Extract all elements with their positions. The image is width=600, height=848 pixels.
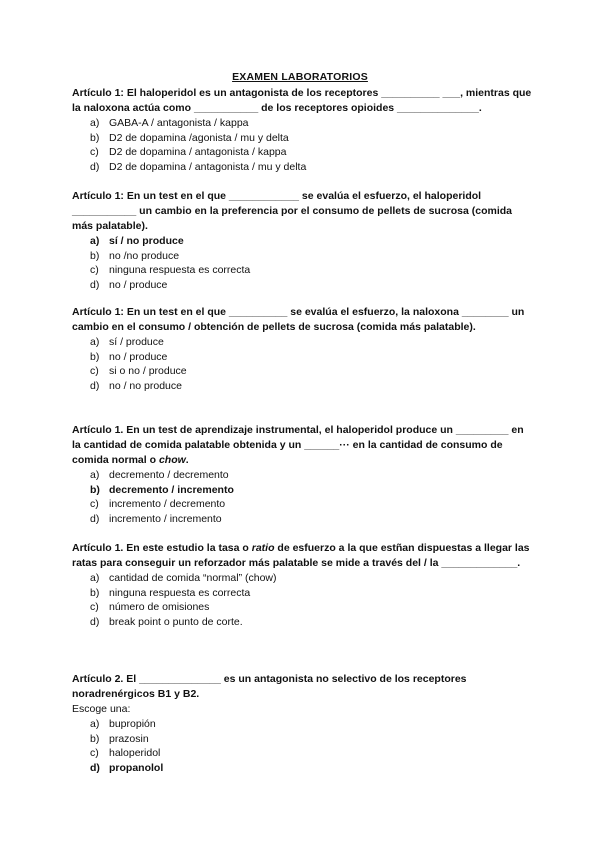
options-list: [72, 335, 534, 393]
question-2: [72, 189, 534, 292]
options-list: [72, 468, 534, 526]
option-b[interactable]: b) D2 de dopamina /agonista / mu y delta: [90, 131, 289, 144]
option-b[interactable]: b) decremento / incremento: [90, 483, 234, 496]
option-d[interactable]: d) no / no produce: [90, 379, 182, 392]
question-stem: Artículo 1: En un test en el que __________ se evalúa el esfuerzo, la naloxona ________ un cambio en el consumo / obtención de pellets de sucrosa (comida más palatable).: [72, 306, 525, 333]
option-b[interactable]: b) no / produce: [90, 350, 168, 363]
question-stem: Artículo 1. En este estudio la tasa o ratio de esfuerzo a la que estñan dispuestas a llegar las ratas para conseguir un reforzador más palatable se mide a través del / la _____________.: [72, 542, 530, 569]
question-instruction: Escoge una:: [72, 703, 131, 715]
question-stem: Artículo 1: En un test en el que ____________ se evalúa el esfuerzo, el haloperidol ___________ un cambio en la preferencia por el consumo de pellets de sucrosa (comida más palatable).: [72, 190, 513, 232]
option-a[interactable]: a) GABA-A / antagonista / kappa: [90, 117, 249, 129]
question-5: [72, 541, 534, 629]
question-stem: Artículo 1: El haloperidol es un antagonista de los receptores __________ ___, mientras que la naloxona actúa como ___________ de los receptores opioides ______________.: [72, 87, 532, 114]
option-b[interactable]: b) ninguna respuesta es correcta: [90, 586, 251, 599]
options-list: [72, 571, 534, 629]
exam-title: EXAMEN LABORATORIOS: [232, 71, 368, 83]
option-c[interactable]: c) ninguna respuesta es correcta: [90, 264, 251, 276]
option-c[interactable]: c) si o no / produce: [90, 365, 187, 377]
option-b[interactable]: b) prazosin: [90, 732, 149, 745]
option-a[interactable]: a) bupropión: [90, 718, 156, 730]
option-c[interactable]: c) haloperidol: [90, 747, 161, 759]
question-4: [72, 423, 534, 526]
option-d[interactable]: d) D2 de dopamina / antagonista / mu y delta: [90, 160, 307, 173]
question-stem: Artículo 1. En un test de aprendizaje instrumental, el haloperidol produce un _________ en la cantidad de comida palatable obtenida y un ______··· en la cantidad de consumo de comida normal o chow.: [72, 424, 524, 466]
options-list: [72, 234, 534, 292]
option-b[interactable]: b) no /no produce: [90, 249, 180, 262]
option-a[interactable]: a) sí / produce: [90, 336, 164, 348]
option-c[interactable]: c) número de omisiones: [90, 601, 210, 613]
question-stem: Artículo 2. El ______________ es un antagonista no selectivo de los receptores noradrenérgicos B1 y B2.: [72, 673, 467, 700]
question-3: [72, 305, 534, 393]
option-c[interactable]: c) D2 de dopamina / antagonista / kappa: [90, 146, 287, 158]
option-a[interactable]: a) cantidad de comida “normal” (chow): [90, 572, 277, 584]
option-c[interactable]: c) incremento / decremento: [90, 498, 226, 510]
options-list: [72, 717, 534, 775]
option-a[interactable]: a) sí / no produce: [90, 235, 184, 247]
question-1: [72, 86, 534, 174]
option-d[interactable]: d) incremento / incremento: [90, 512, 222, 525]
option-d[interactable]: d) break point o punto de corte.: [90, 615, 243, 628]
options-list: [72, 116, 534, 174]
option-a[interactable]: a) decremento / decremento: [90, 469, 229, 481]
question-6: [72, 672, 534, 775]
option-d[interactable]: d) no / produce: [90, 278, 168, 291]
option-d[interactable]: d) propanolol: [90, 761, 164, 774]
